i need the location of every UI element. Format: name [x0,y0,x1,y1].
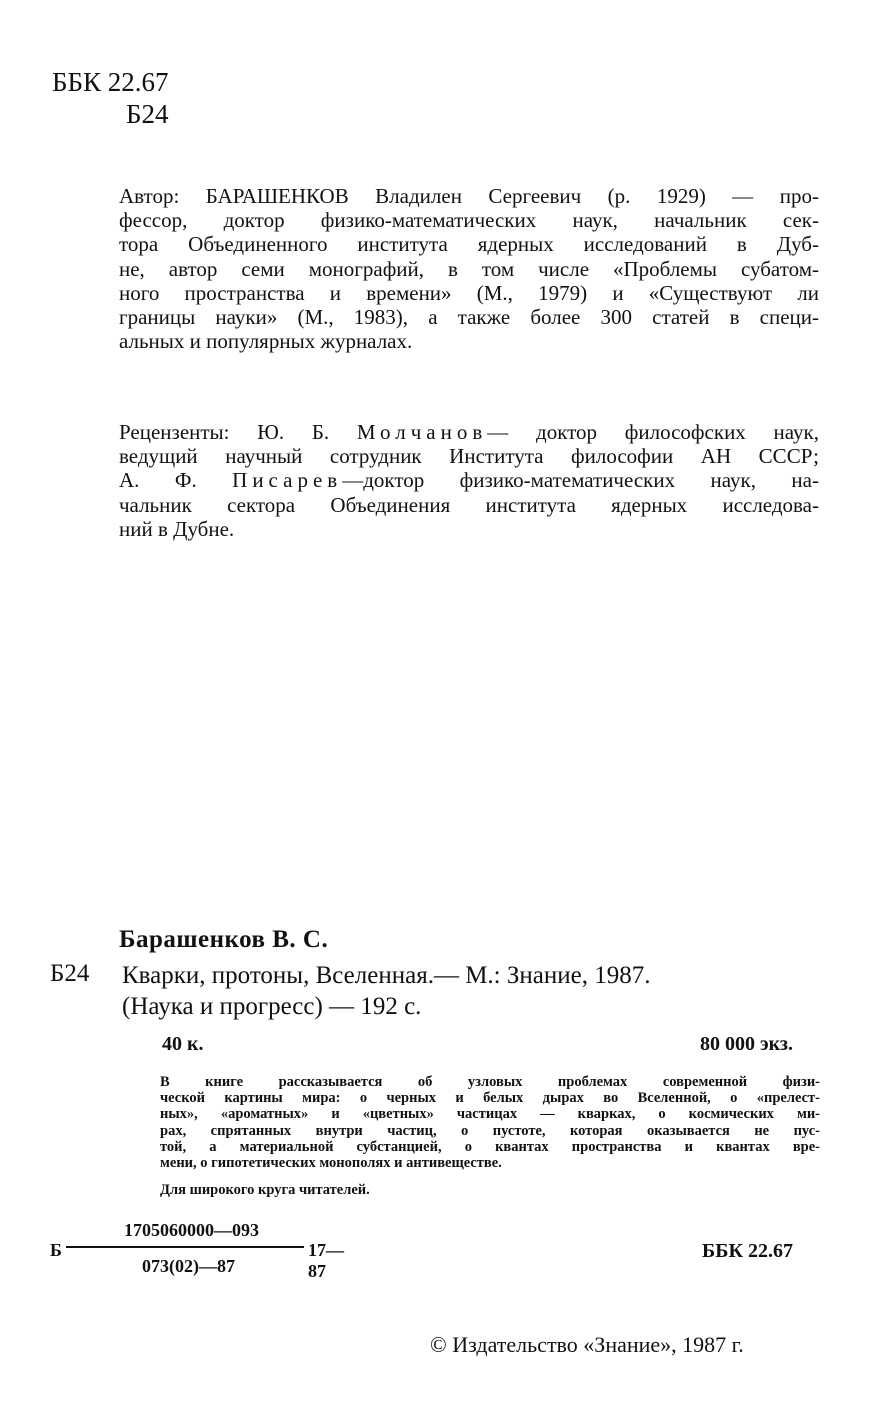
reviewers-label: Рецензенты: Ю. Б. [119,420,357,444]
index-denominator: 073(02)—87 [142,1256,235,1276]
catalog-author: Барашенков В. С. [119,926,329,953]
annotation-line: мени, о гипотетических монополях и антивеществе. [160,1155,502,1172]
print-run: 80 000 экз. [700,1033,793,1055]
bbk-index: ББК 22.67 [52,67,169,97]
reviewers-line [119,468,819,492]
publication-index [50,1220,350,1280]
author-bio-line: границы науки» (М., 1983), а также более 300 статей в специ- [119,305,819,330]
audience-note: Для широкого круга читателей. [160,1182,370,1198]
author-bio [119,184,819,353]
price: 40 к. [162,1033,204,1055]
reviewer-name-2: Писарев [232,468,343,493]
reviewers-line: ний в Дубне. [119,516,235,541]
index-letter: Б [50,1240,62,1260]
reviewers-line [119,420,819,444]
bbk-footer: ББК 22.67 [702,1240,793,1262]
reviewers-line: чальник сектора Объединения института ядерных исследова- [119,492,819,517]
catalog-title [122,960,650,1022]
annotation-line: рах, спрятанных внутри частиц, о пустоте, которая оказывается не пус- [160,1122,820,1139]
author-bio-line: фессор, доктор физико-математических наук, начальник сек- [119,208,819,233]
annotation-line: ческой картины мира: о черных и белых дырах во Вселенной, о «прелест- [160,1090,820,1107]
index-suffix: 17—87 [308,1240,344,1281]
annotation-line: В книге рассказывается об узловых проблемах современной физи- [160,1074,820,1090]
catalog-series-line: (Наука и прогресс) — 192 с. [122,993,422,1020]
reviewers-line: ведущий научный сотрудник Института философии АН СССР; [119,444,819,469]
author-bio-line: альных и популярных журналах. [119,329,413,354]
author-bio-line: тора Объединенного института ядерных исследований в Дуб- [119,232,819,257]
catalog-title-line: Кварки, протоны, Вселенная.— М.: Знание, 1987. [122,962,651,989]
reviewer-initials-2: А. Ф. [119,468,233,493]
reviewer-title-2: —доктор физико-математических наук, на- [342,468,819,493]
reviewer-name-1: Молчанов [356,420,488,444]
bbk-header [52,66,169,130]
annotation-line: той, а материальной субстанцией, о квантах пространства и квантах вре- [160,1138,820,1155]
author-bio-line: не, автор семи монографий, в том числе «Проблемы субатом- [119,256,819,281]
reviewers [119,420,819,541]
annotation [160,1074,820,1171]
copyright: © Издательство «Знание», 1987 г. [430,1332,744,1357]
author-bio-line: ного пространства и времени» (М., 1979) и «Существуют ли [119,280,819,305]
annotation-line: ных», «ароматных» и «цветных» частицах — кварках, о космических ми- [160,1106,820,1123]
catalog-code: Б24 [50,960,90,987]
fraction-rule [66,1246,304,1248]
reviewer-title-1: — доктор философских наук, [487,420,819,444]
index-numerator: 1705060000—093 [124,1220,259,1240]
author-bio-line: Автор: БАРАШЕНКОВ Владилен Сергеевич (р. 1929) — про- [119,184,819,208]
author-mark: Б24 [126,99,169,129]
